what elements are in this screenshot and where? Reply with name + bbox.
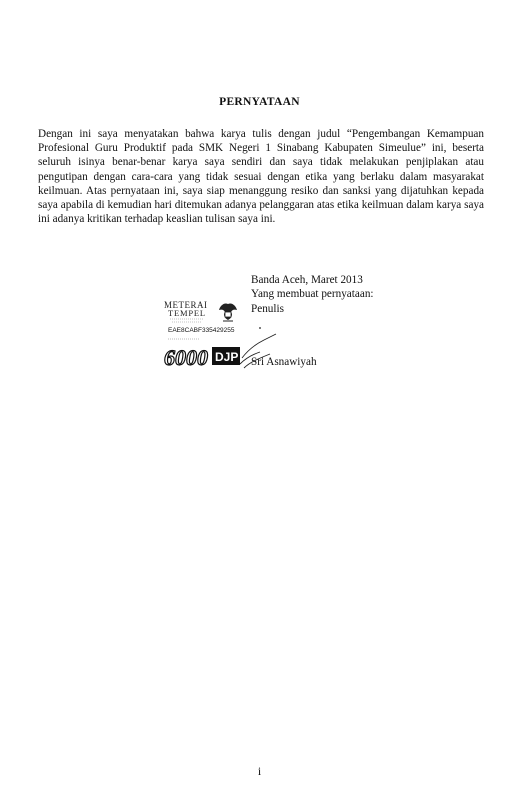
signer-name: Sri Asnawiyah (251, 356, 317, 368)
place-date: Banda Aceh, Maret 2013 (251, 274, 363, 286)
statement-by-label: Yang membuat pernyataan: (251, 288, 374, 301)
statement-paragraph: Dengan ini saya menyatakan bahwa karya tulis dengan judul “Pengembangan Kemampuan Profesional Guru Produktif pada SMK Negeri 1 Sinabang Kabupaten Simeulue” ini, beserta seluruh isinya benar-benar karya saya sendiri dan saya tidak melakukan penjiplakan atau pengutipan dengan cara-cara yang tidak sesuai dengan etika yang berlaku dalam masyarakat keilmuan. Atas pernyataan ini, saya siap menanggung resiko dan sanksi yang dijatuhkan kepada saya apabila di kemudian hari ditemukan adanya pelanggaran atas etika keilmuan dalam karya saya ini adanya kritikan terhadap keaslian tulisan saya ini. (38, 128, 484, 226)
garuda-emblem-icon (219, 303, 237, 321)
stamp-badge: DJP (215, 350, 239, 364)
page-number: i (257, 764, 262, 778)
role-label: Penulis (251, 302, 284, 315)
page-title: PERNYATAAN (219, 96, 300, 108)
stamp-value: 6000 (164, 345, 208, 370)
stamp-label-bottom: TEMPEL (168, 308, 206, 318)
stamp-label-top: METERAI (164, 300, 208, 310)
stamp-serial: EAE8CABF335429255 (168, 327, 235, 334)
